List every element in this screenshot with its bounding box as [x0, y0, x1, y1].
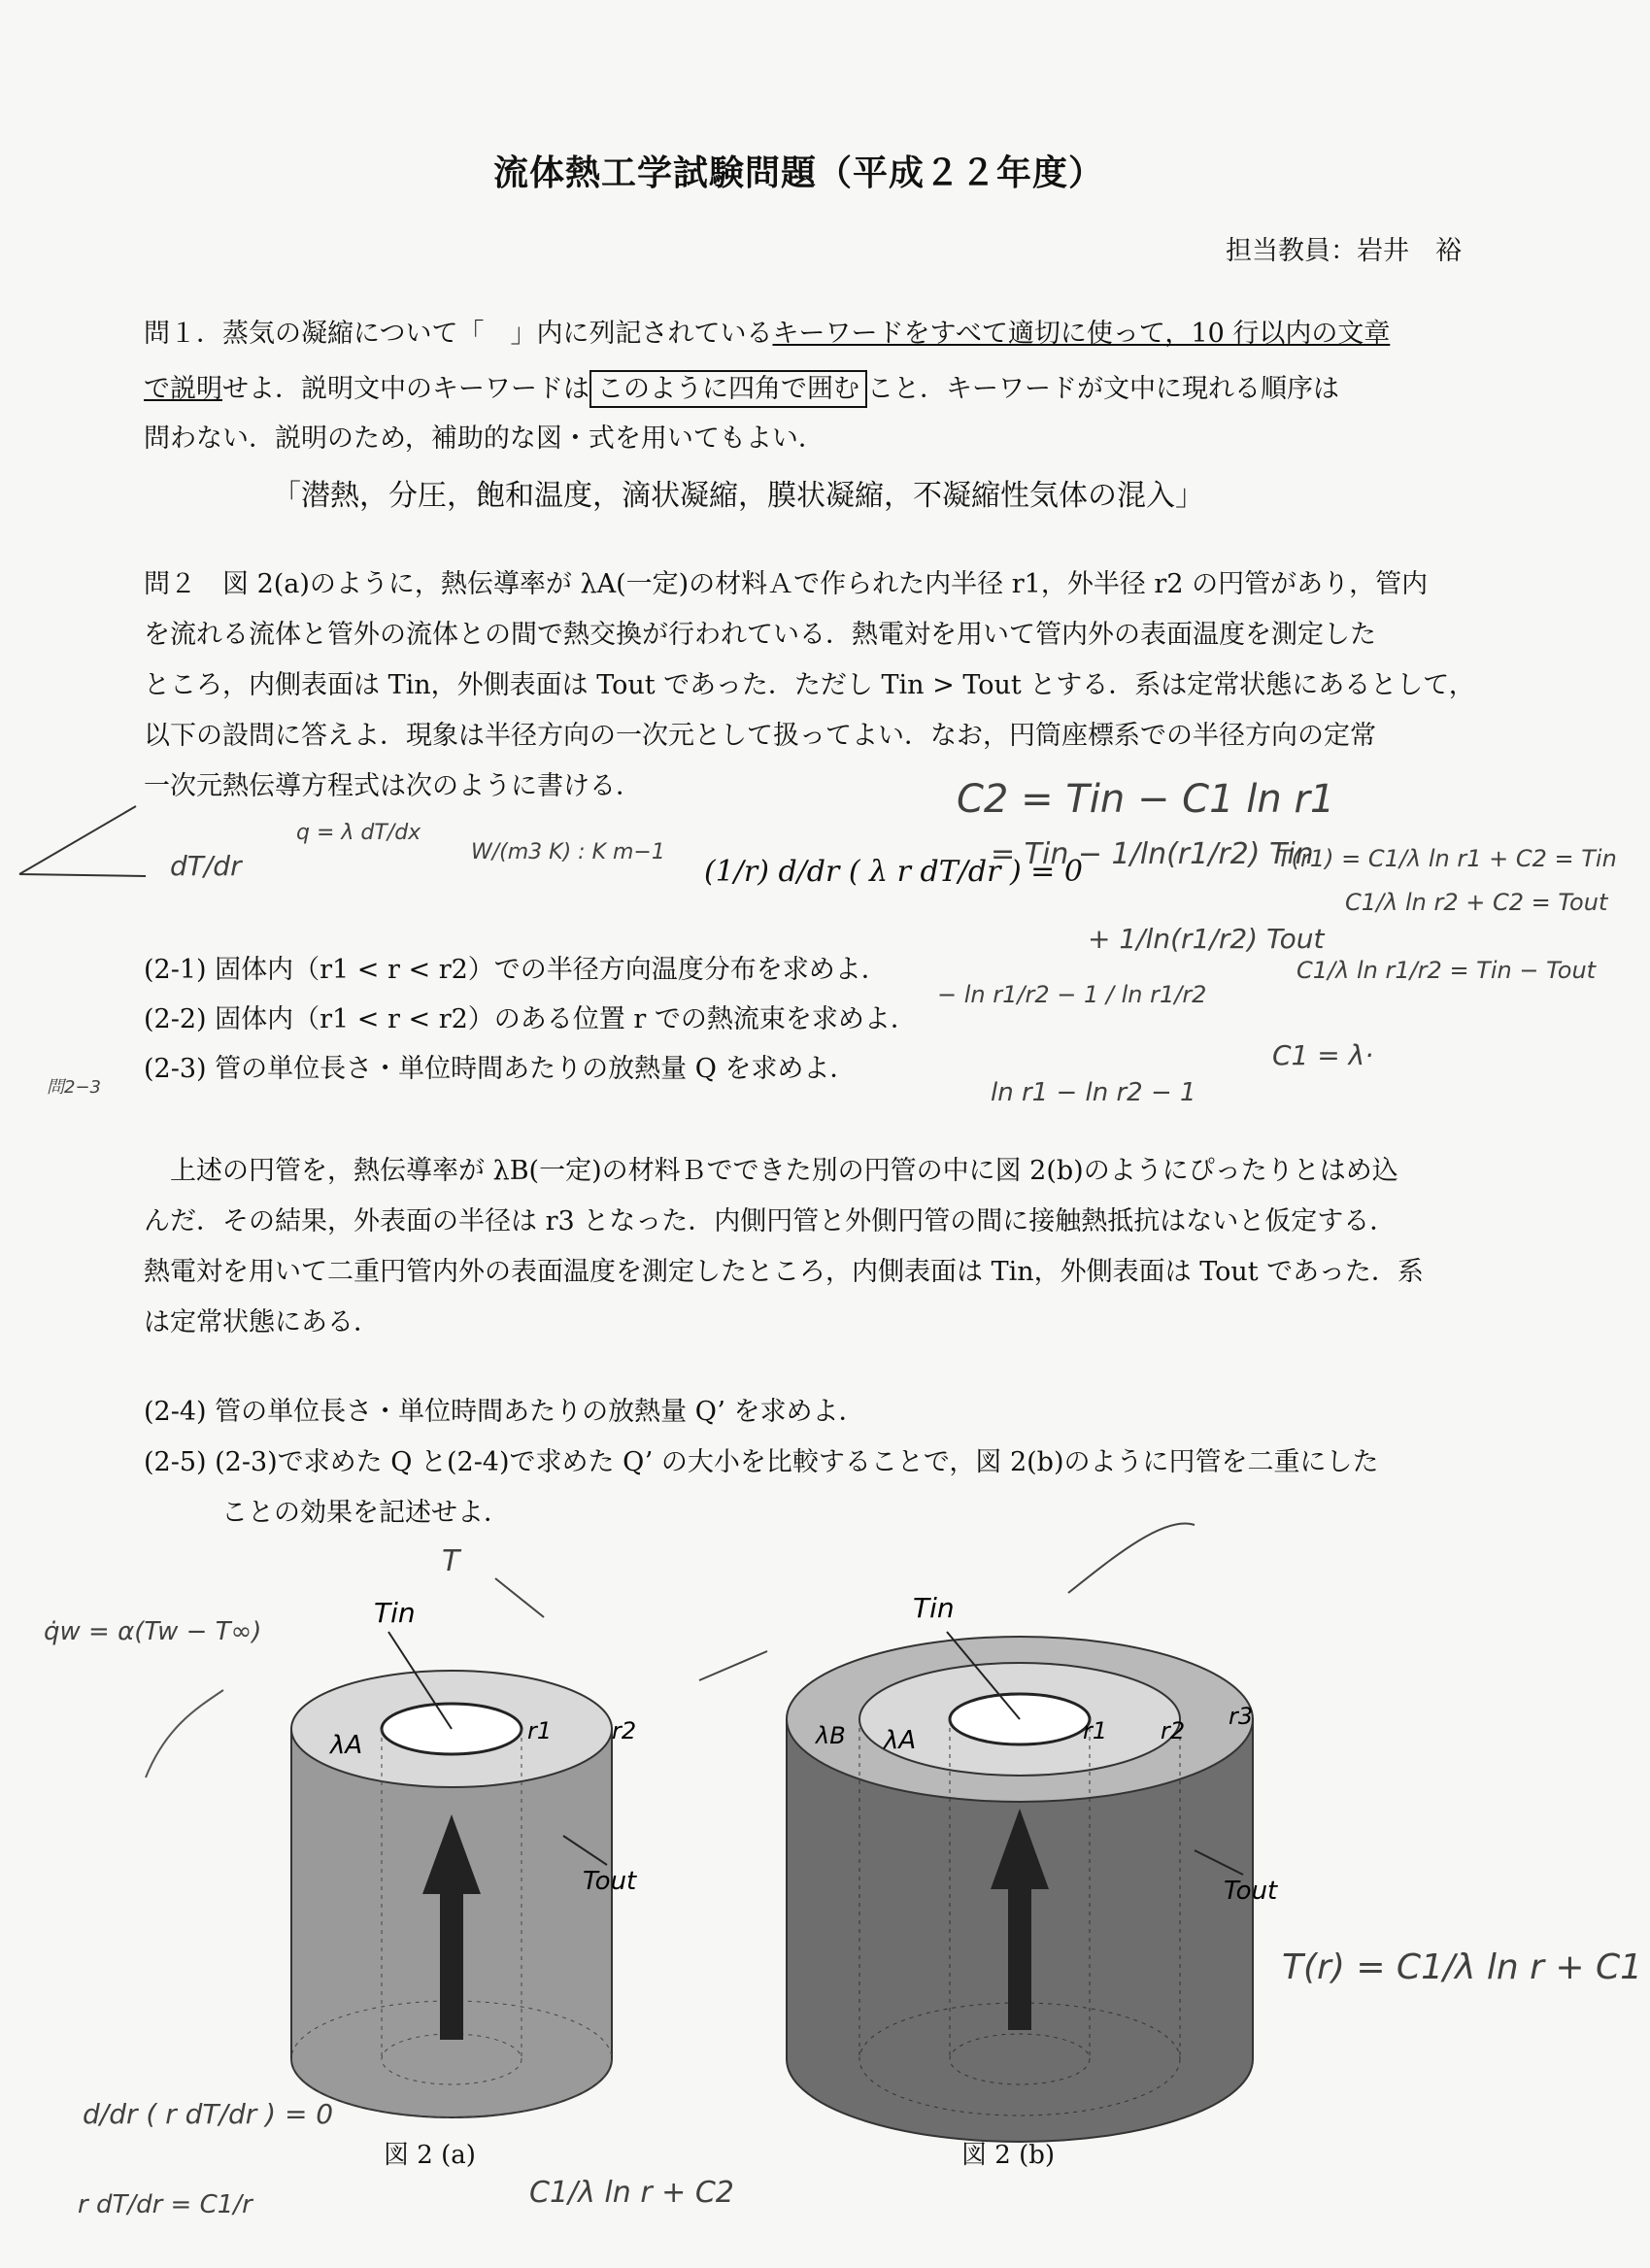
heat-equation: (1/r) d/dr ( λ r dT/dr ) = 0 [704, 855, 1083, 889]
q1-text: 問１．蒸気の凝縮について「 」内に列記されている [144, 319, 773, 349]
handwritten-note: C1/λ ln r1/r2 = Tin − Tout [1296, 957, 1597, 984]
handwritten-note: = Tin − 1/ln(r1/r2) Tin [991, 837, 1314, 871]
page-title: 流体熱工学試験問題（平成２２年度） [493, 152, 1105, 193]
handwritten-note: T(r) = C1/λ ln r + C1 [1282, 1947, 1643, 1987]
q2-line: を流れる流体と管外の流体との間で熱交換が行われている．熱電対を用いて管内外の表面温度を測定した [144, 620, 1376, 650]
q2-line: 問２ 図 2(a)のように，熱伝導率が λA(一定)の材料Ａで作られた内半径 r1，外半径 r2 の円管があり，管内 [144, 569, 1429, 599]
handwritten-note: q = λ dT/dx [296, 821, 421, 845]
handwritten-note: C2 = Tin − C1 ln r1 [957, 777, 1335, 822]
handwritten-note: T [442, 1544, 460, 1578]
q2-cont-line: 熱電対を用いて二重円管内外の表面温度を測定したところ，内側表面は Tin，外側表面は Tout であった．系 [144, 1257, 1424, 1287]
q2-cont-line: は定常状態にある． [144, 1307, 380, 1337]
pen-stroke [146, 1690, 223, 1777]
handwritten-note: + 1/ln(r1/r2) Tout [1088, 923, 1325, 955]
handwritten-note: W/(m3 K) : K m−1 [471, 840, 665, 864]
handwritten-note: r dT/dr = C1/r [78, 2190, 253, 2219]
q2-cont-line: んだ．その結果，外表面の半径は r3 となった．内側円管と外側円管の間に接触熱抵抗はないと仮定する． [144, 1206, 1397, 1236]
pen-stroke [1068, 1523, 1195, 1593]
handwritten-note: q̇w = α(Tw − T∞) [44, 1617, 262, 1646]
label-r2: r2 [612, 1717, 637, 1744]
label-r2: r2 [1161, 1717, 1186, 1744]
figure-2a-caption: 図 2 (a) [384, 2141, 476, 2170]
label-r3: r3 [1229, 1703, 1254, 1730]
q2-line: ところ，内側表面は Tin，外側表面は Tout であった．ただし Tin > Tout とする．系は定常状態にあるとして， [144, 670, 1475, 700]
q2-line: 以下の設問に答えよ．現象は半径方向の一次元として扱ってよい．なお，円筒座標系での半径方向の定常 [144, 721, 1376, 751]
subq-2-5-cont: ことの効果を記述せよ． [221, 1498, 510, 1528]
pen-stroke [495, 1578, 767, 1680]
subq-2-2: (2-2) 固体内（r1 < r < r2）のある位置 r での熱流束を求めよ． [144, 1004, 917, 1034]
teacher-name: 担当教員：岩井 裕 [1226, 236, 1462, 266]
subq-2-3: (2-3) 管の単位長さ・単位時間あたりの放熱量 Q を求めよ． [144, 1054, 857, 1084]
q1-text-3: こと．キーワードが文中に現れる順序は [867, 374, 1339, 404]
handwritten-note: 問2−3 [47, 1077, 101, 1098]
q2-line: 一次元熱伝導方程式は次のように書ける． [144, 771, 642, 801]
q2-cont-line: 上述の円管を，熱伝導率が λB(一定)の材料Ｂでできた別の円管の中に図 2(b)のようにぴったりとはめ込 [144, 1156, 1398, 1186]
handwritten-note: T(r1) = C1/λ ln r1 + C2 = Tin [1277, 845, 1617, 872]
handwritten-note: C1/λ ln r + C2 [529, 2176, 734, 2210]
q1-underlined: キーワードをすべて適切に使って，10 行以内の文章 [772, 319, 1391, 349]
pen-stroke [19, 806, 146, 876]
q1-line3: 問わない．説明のため，補助的な図・式を用いてもよい． [144, 423, 825, 454]
label-r1: r1 [527, 1717, 553, 1744]
subq-2-4: (2-4) 管の単位長さ・単位時間あたりの放熱量 Q’ を求めよ． [144, 1397, 865, 1427]
handwritten-note: − ln r1/r2 − 1 / ln r1/r2 [937, 981, 1207, 1008]
label-r1: r1 [1083, 1717, 1108, 1744]
label-tin: Tin [374, 1597, 416, 1629]
q1-underlined-2: で説明 [144, 374, 222, 404]
subq-2-5: (2-5) (2-3)で求めた Q と(2-4)で求めた Q’ の大小を比較することで，図 2(b)のように円管を二重にした [144, 1447, 1379, 1477]
label-tin: Tin [913, 1592, 955, 1624]
label-lambda-a: λA [884, 1726, 917, 1755]
handwritten-note: C1 = λ· [1272, 1039, 1374, 1071]
q1-text-2: せよ．説明文中のキーワードは [222, 374, 589, 404]
figure-2b-caption: 図 2 (b) [961, 2141, 1056, 2170]
q1-keywords: 「潜熱，分圧，飽和温度，滴状凝縮，膜状凝縮，不凝縮性気体の混入」 [272, 479, 1204, 513]
handwritten-note: dT/dr [170, 850, 242, 882]
label-tout: Tout [583, 1867, 637, 1896]
label-tout: Tout [1224, 1877, 1278, 1906]
handwritten-note: C1/λ ln r2 + C2 = Tout [1345, 889, 1608, 916]
q1-boxed-example: このように四角で囲む [589, 370, 867, 408]
label-lambda-b: λB [816, 1722, 846, 1749]
subq-2-1: (2-1) 固体内（r1 < r < r2）での半径方向温度分布を求めよ． [144, 955, 888, 985]
handwritten-note: ln r1 − ln r2 − 1 [991, 1078, 1196, 1107]
label-lambda-a: λA [330, 1731, 363, 1760]
handwritten-note: d/dr ( r dT/dr ) = 0 [83, 2098, 334, 2130]
